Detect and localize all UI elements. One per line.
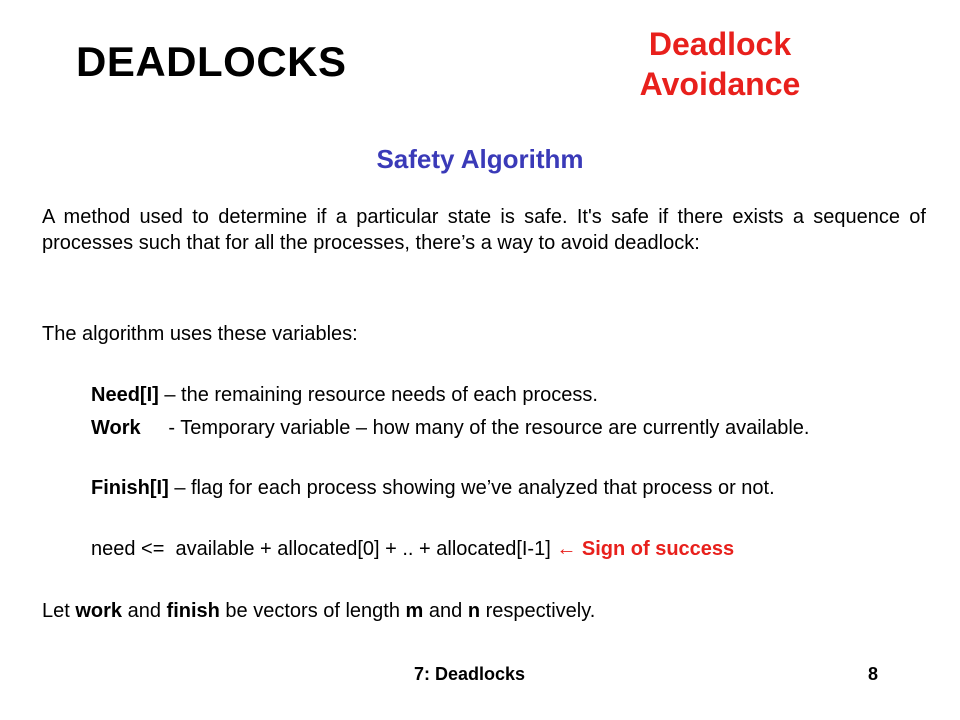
variable-description: – flag for each process showing we’ve analyzed that process or not. <box>168 477 775 499</box>
footer-page-number: 8 <box>868 664 879 684</box>
vectors-sentence <box>42 598 595 624</box>
variable-name: Finish[I] <box>91 477 169 499</box>
section-title <box>600 24 840 104</box>
variables-intro: The algorithm uses these variables: <box>42 323 358 345</box>
formula-text: need <= available + allocated[0] + .. + allocated[I-1] <box>91 538 551 560</box>
variable-description: – the remaining resource needs of each process. <box>158 384 598 406</box>
intro-paragraph: A method used to determine if a particular state is safe. It's safe if there exists a sequence of processes such that for all the processes, there’s a way to avoid deadlock: <box>42 206 926 254</box>
vectors-text: Let <box>42 600 76 622</box>
variable-name: Need[I] <box>91 384 159 406</box>
variable-name: Work <box>91 417 141 439</box>
vectors-text: and <box>423 600 468 622</box>
vectors-m: m <box>405 600 424 622</box>
subtitle: Safety Algorithm <box>376 144 584 174</box>
section-title-line2: Avoidance <box>639 66 801 102</box>
vectors-text: be vectors of length <box>219 600 406 622</box>
vectors-finish: finish <box>166 600 220 622</box>
variable-need <box>91 382 926 408</box>
variable-description: - Temporary variable – how many of the resource are currently available. <box>140 417 810 439</box>
variable-finish <box>91 475 926 501</box>
footer-chapter: 7: Deadlocks <box>414 664 526 684</box>
page-title: DEADLOCKS <box>76 38 347 85</box>
variable-work <box>91 415 926 441</box>
formula-line <box>91 536 734 562</box>
success-note: Sign of success <box>581 538 735 560</box>
vectors-n: n <box>467 600 481 622</box>
vectors-text: respectively. <box>480 600 596 622</box>
left-arrow-icon: ← <box>556 538 577 560</box>
vectors-work: work <box>75 600 123 622</box>
section-title-line1: Deadlock <box>648 26 792 62</box>
vectors-text: and <box>122 600 167 622</box>
